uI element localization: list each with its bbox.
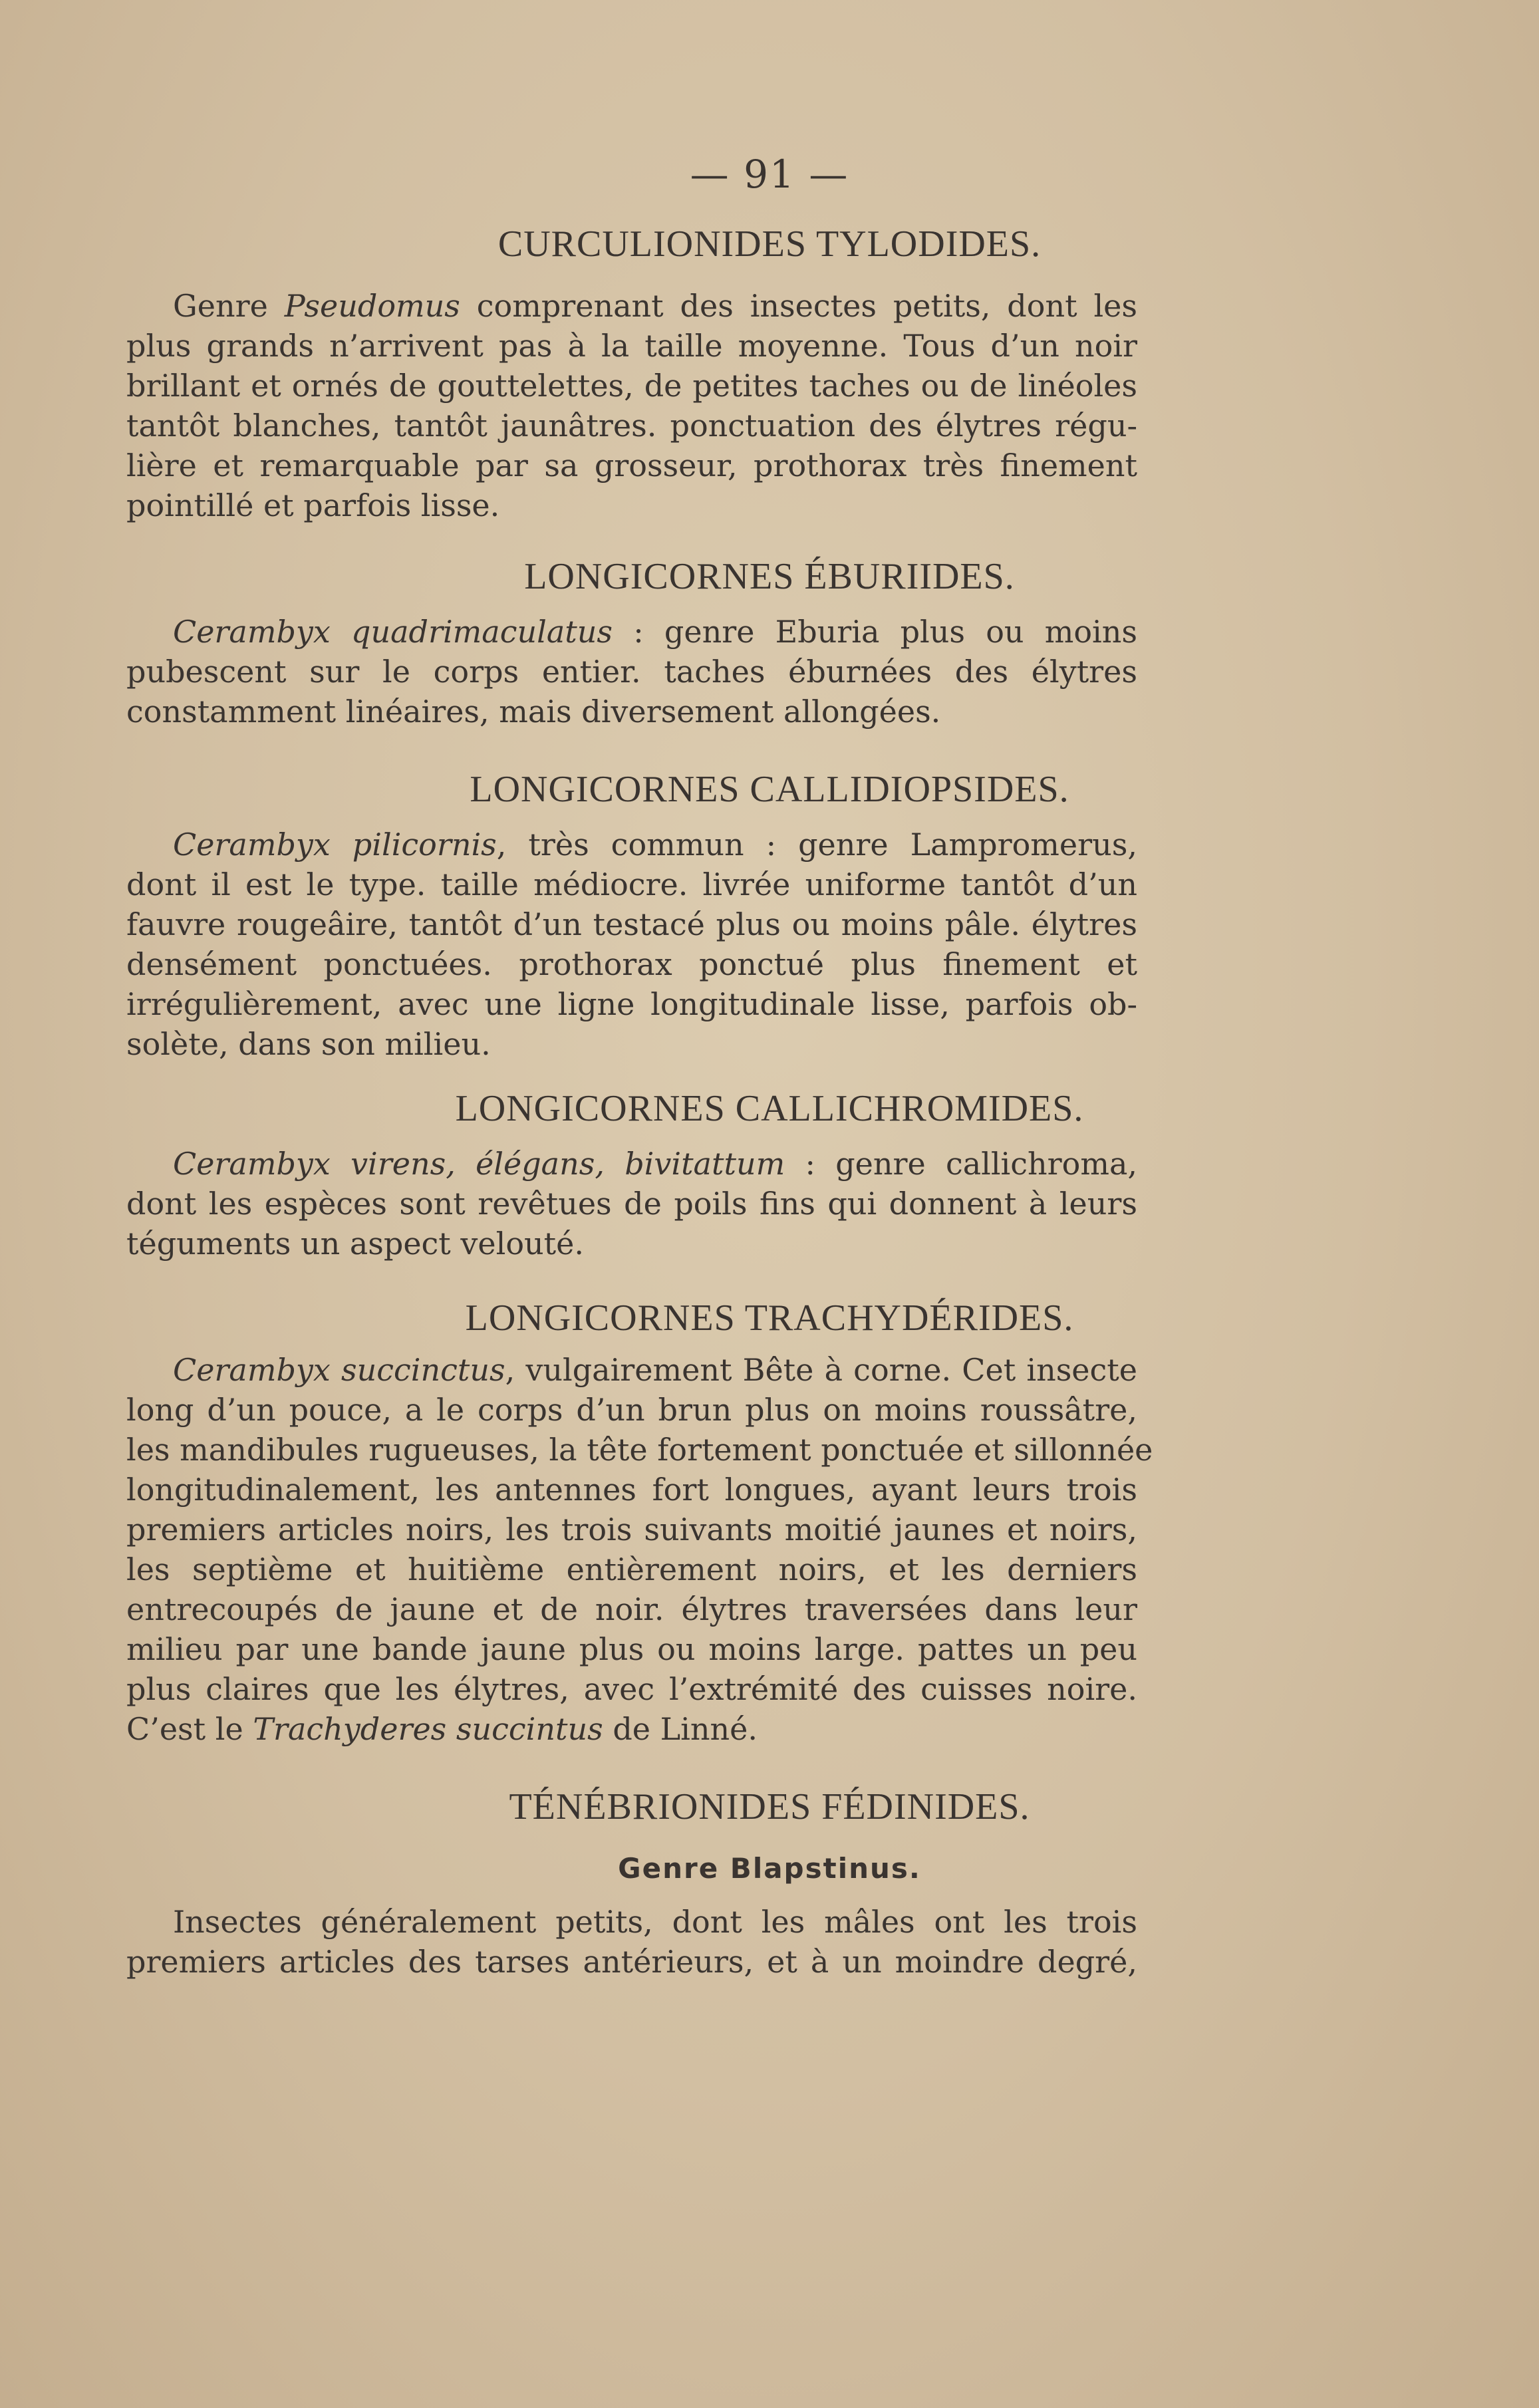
text-line: Cerambyx succinctus, vulgairement Bête à corne. Cet insecte [173,1352,1138,1388]
text-line: dont il est le type. taille médiocre. livrée uniforme tantôt d’un [126,867,1137,902]
text-line: dont les espèces sont revêtues de poils fins qui donnent à leurs [126,1186,1137,1222]
genus-subheading: Genre Blapstinus. [618,1852,921,1885]
text-line: constamment linéaires, mais diversement allongées. [126,694,941,730]
section-heading-curculionides: CURCULIONIDES TYLODIDES. [497,223,1042,265]
text-line: premiers articles noirs, les trois suivants moitié jaunes et noirs, [126,1512,1137,1547]
text-line: long d’un pouce, a le corps d’un brun plus on moins roussâtre, [126,1392,1137,1428]
text-line: fauvre rougeâire, tantôt d’un testacé plus ou moins pâle. élytres [126,906,1137,942]
text-line: Cerambyx quadrimaculatus : genre Eburia plus ou moins [173,614,1138,650]
text-line: C’est le Trachyderes succintus de Linné. [126,1711,758,1747]
text-line: milieu par une bande jaune plus ou moins large. pattes un peu [126,1631,1137,1667]
text-line: plus grands n’arrivent pas à la taille moyenne. Tous d’un noir [126,328,1137,364]
paragraph-tenebrionides [126,1902,1137,1982]
text-line: brillant et ornés de gouttelettes, de petites taches ou de linéoles [126,368,1137,404]
paragraph-curculionides [126,286,1137,525]
text-line: lière et remarquable par sa grosseur, prothorax très finement [126,448,1137,483]
text-line: tantôt blanches, tantôt jaunâtres. ponctuation des élytres régu- [126,408,1137,444]
section-heading-tenebrionides: TÉNÉBRIONIDES FÉDINIDES. [509,1786,1030,1827]
section-heading-eburiides: LONGICORNES ÉBURIIDES. [524,556,1015,597]
text-line: téguments un aspect velouté. [126,1226,584,1262]
section-heading-trachyderides: LONGICORNES TRACHYDÉRIDES. [465,1297,1074,1339]
text-line: les mandibules rugueuses, la tête fortement ponctuée et sillonnée [126,1432,1153,1468]
text-line: Cerambyx virens, élégans, bivitattum : genre callichroma, [173,1146,1138,1182]
text-line: Insectes généralement petits, dont les mâles ont les trois [173,1904,1137,1940]
text-line: Genre Pseudomus comprenant des insectes petits, dont les [173,288,1137,324]
text-line: les septième et huitième entièrement noirs, et les derniers [126,1551,1137,1587]
text-line: pointillé et parfois lisse. [126,487,500,523]
page-number: — 91 — [690,152,849,197]
text-line: premiers articles des tarses antérieurs, et à un moindre degré, [126,1944,1137,1980]
text-line: longitudinalement, les antennes fort longues, ayant leurs trois [126,1472,1137,1508]
paragraph-eburiides [126,612,1137,732]
paragraph-trachyderides [126,1350,1153,1749]
text-line: pubescent sur le corps entier. taches éburnées des élytres [126,654,1137,690]
text-line: densément ponctuées. prothorax ponctué plus finement et [126,946,1137,982]
paragraph-callidiopsides [126,825,1137,1064]
section-heading-callichromides: LONGICORNES CALLICHROMIDES. [455,1088,1084,1129]
text-line: entrecoupés de jaune et de noir. élytres traversées dans leur [126,1591,1137,1627]
text-line: irrégulièrement, avec une ligne longitudinale lisse, parfois ob- [126,986,1137,1022]
text-line: solète, dans son milieu. [126,1026,491,1062]
paragraph-callichromides [126,1144,1137,1264]
text-line: Cerambyx pilicornis, très commun : genre Lampromerus, [173,827,1137,863]
text-line: plus claires que les élytres, avec l’extrémité des cuisses noire. [126,1671,1137,1707]
section-heading-callidiopsides: LONGICORNES CALLIDIOPSIDES. [470,769,1069,810]
